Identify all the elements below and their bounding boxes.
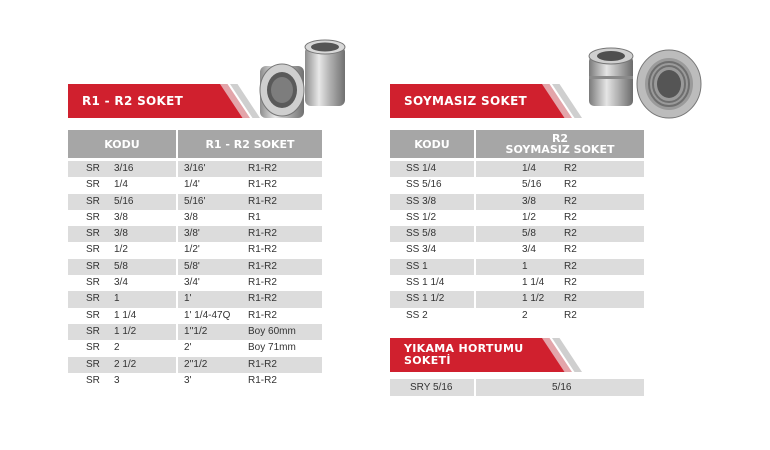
cell-socket-size: 3/8 (184, 211, 198, 223)
cell-kodu: SS 3/8 (406, 195, 437, 207)
cell-socket-size: 1 1/2 (522, 293, 545, 305)
table-row (68, 308, 322, 324)
cell-kodu: SS 1 (406, 260, 428, 272)
cell-kodu: SS 1 1/4 (406, 277, 445, 289)
table-row (68, 177, 322, 193)
header-r2-soymasiz-soket (476, 130, 644, 158)
cell-hose-type: Boy 60mm (248, 325, 296, 337)
table-row (68, 210, 322, 226)
cell-hose-type: R1-R2 (248, 358, 277, 370)
r1-r2-socket-photo (250, 38, 360, 124)
yikama-banner-line2: SOKETİ (404, 354, 451, 367)
cell-hose-type: R1 (248, 211, 261, 223)
cell-socket-size: 5/16' (184, 195, 206, 207)
cell-kodu-prefix: SR (86, 179, 100, 191)
cell-kodu: SS 1/4 (406, 163, 437, 174)
soymasiz-table (390, 130, 644, 324)
cell-kodu-prefix: SR (86, 163, 100, 174)
cell-kodu-prefix: SR (86, 277, 100, 289)
cell-socket-size: 3/4' (184, 277, 200, 289)
cell-kodu-size: 1 1/4 (114, 309, 137, 321)
r1-r2-table-header (68, 130, 322, 158)
header-soymasiz-soket: SOYMASIZ SOKET (505, 143, 615, 156)
table-row (68, 373, 322, 389)
yikama-banner (390, 338, 570, 372)
table-row (68, 194, 322, 210)
yikama-banner-line1: YIKAMA HORTUMU (404, 342, 524, 355)
header-r2: R2 (551, 132, 569, 145)
cell-kodu-prefix: SR (86, 342, 100, 354)
cell-hose-type: R2 (564, 179, 577, 191)
cell-socket-size: 1/2' (184, 244, 200, 256)
cell-hose-type: R1-R2 (248, 374, 277, 386)
cell-kodu-size: 1/4 (114, 179, 128, 191)
cell-hose-type: R2 (564, 293, 577, 305)
table-row (390, 308, 644, 324)
cell-kodu-size: 3/16 (114, 163, 134, 174)
cell-socket-size: 3/8' (184, 228, 200, 240)
r1-r2-table (68, 130, 322, 389)
cell-hose-type: R1-R2 (248, 195, 277, 207)
cell-kodu: SRY 5/16 (410, 382, 453, 393)
cell-kodu-prefix: SR (86, 309, 100, 321)
cell-socket-size: 3' (184, 374, 192, 386)
table-row (390, 226, 644, 242)
cell-kodu-size: 1 (114, 293, 120, 305)
cell-size: 5/16 (552, 382, 572, 393)
cell-hose-type: R2 (564, 163, 577, 174)
cell-kodu-size: 2 1/2 (114, 358, 137, 370)
cell-hose-type: R2 (564, 228, 577, 240)
cell-hose-type: Boy 71mm (248, 342, 296, 354)
cell-socket-size: 1' 1/4-47Q (184, 309, 231, 321)
cell-hose-type: R2 (564, 309, 577, 321)
cell-kodu: SS 5/16 (406, 179, 442, 191)
header-r1-r2-soket: R1 - R2 SOKET (205, 137, 295, 151)
cell-kodu-size: 3/4 (114, 277, 128, 289)
table-row (68, 226, 322, 242)
cell-socket-size: 1/4 (522, 163, 536, 174)
yikama-banner-title (404, 343, 523, 367)
cell-kodu-prefix: SR (86, 325, 100, 337)
table-row (68, 324, 322, 340)
table-row (390, 161, 644, 177)
cell-hose-type: R1-R2 (248, 163, 277, 174)
cell-socket-size: 1/4' (184, 179, 200, 191)
cell-socket-size: 2 (522, 309, 528, 321)
cell-kodu-size: 2 (114, 342, 120, 354)
cell-socket-size: 1''1/2 (184, 325, 208, 337)
cell-socket-size: 2''1/2 (184, 358, 208, 370)
header-kodu: KODU (104, 137, 140, 151)
table-row (390, 259, 644, 275)
yikama-table (390, 379, 644, 396)
table-row (68, 161, 322, 177)
table-row (390, 291, 644, 307)
table-row (68, 275, 322, 291)
cell-socket-size: 1 (522, 260, 528, 272)
cell-socket-size: 3/16' (184, 163, 206, 174)
cell-socket-size: 3/8 (522, 195, 536, 207)
cell-kodu: SS 1/2 (406, 211, 437, 223)
cell-kodu-size: 1 1/2 (114, 325, 137, 337)
soymasiz-table-body (390, 161, 644, 324)
cell-kodu-prefix: SR (86, 260, 100, 272)
table-row (68, 357, 322, 373)
r1-r2-banner (68, 84, 248, 118)
table-row (390, 210, 644, 226)
cell-socket-size: 5/8' (184, 260, 200, 272)
table-row (390, 242, 644, 258)
cell-kodu-prefix: SR (86, 374, 100, 386)
cell-kodu-size: 1/2 (114, 244, 128, 256)
table-row (390, 177, 644, 193)
cell-hose-type: R2 (564, 195, 577, 207)
table-row (68, 340, 322, 356)
cell-socket-size: 1/2 (522, 211, 536, 223)
cell-kodu-size: 3/8 (114, 228, 128, 240)
table-row (68, 259, 322, 275)
cell-socket-size: 1' (184, 293, 192, 305)
cell-hose-type: R2 (564, 244, 577, 256)
cell-hose-type: R1-R2 (248, 277, 277, 289)
cell-socket-size: 5/16 (522, 179, 542, 191)
r1-r2-table-body (68, 161, 322, 389)
cell-kodu-prefix: SR (86, 293, 100, 305)
soymasiz-banner-title: SOYMASIZ SOKET (404, 94, 528, 108)
cell-kodu-prefix: SR (86, 244, 100, 256)
cell-socket-size: 3/4 (522, 244, 536, 256)
cell-hose-type: R2 (564, 277, 577, 289)
table-row (390, 275, 644, 291)
cell-hose-type: R1-R2 (248, 293, 277, 305)
cell-socket-size: 1 1/4 (522, 277, 545, 289)
cell-kodu-size: 5/8 (114, 260, 128, 272)
cell-hose-type: R1-R2 (248, 228, 277, 240)
cell-kodu-size: 3 (114, 374, 120, 386)
soymasiz-banner (390, 84, 570, 118)
table-row (390, 379, 644, 396)
cell-kodu: SS 2 (406, 309, 428, 321)
cell-kodu-prefix: SR (86, 211, 100, 223)
cell-kodu-size: 5/16 (114, 195, 134, 207)
soymasiz-socket-photo (585, 42, 705, 126)
cell-hose-type: R2 (564, 211, 577, 223)
header-kodu: KODU (414, 137, 450, 151)
table-row (68, 291, 322, 307)
cell-kodu-prefix: SR (86, 228, 100, 240)
cell-kodu-prefix: SR (86, 195, 100, 207)
table-row (68, 242, 322, 258)
cell-socket-size: 5/8 (522, 228, 536, 240)
cell-kodu-size: 3/8 (114, 211, 128, 223)
cell-kodu: SS 5/8 (406, 228, 437, 240)
table-row (390, 194, 644, 210)
cell-hose-type: R2 (564, 260, 577, 272)
cell-hose-type: R1-R2 (248, 309, 277, 321)
cell-hose-type: R1-R2 (248, 179, 277, 191)
cell-kodu-prefix: SR (86, 358, 100, 370)
cell-kodu: SS 1 1/2 (406, 293, 445, 305)
cell-kodu: SS 3/4 (406, 244, 437, 256)
r1-r2-banner-title: R1 - R2 SOKET (82, 94, 184, 108)
cell-hose-type: R1-R2 (248, 260, 277, 272)
cell-hose-type: R1-R2 (248, 244, 277, 256)
soymasiz-table-header (390, 130, 644, 158)
cell-socket-size: 2' (184, 342, 192, 354)
